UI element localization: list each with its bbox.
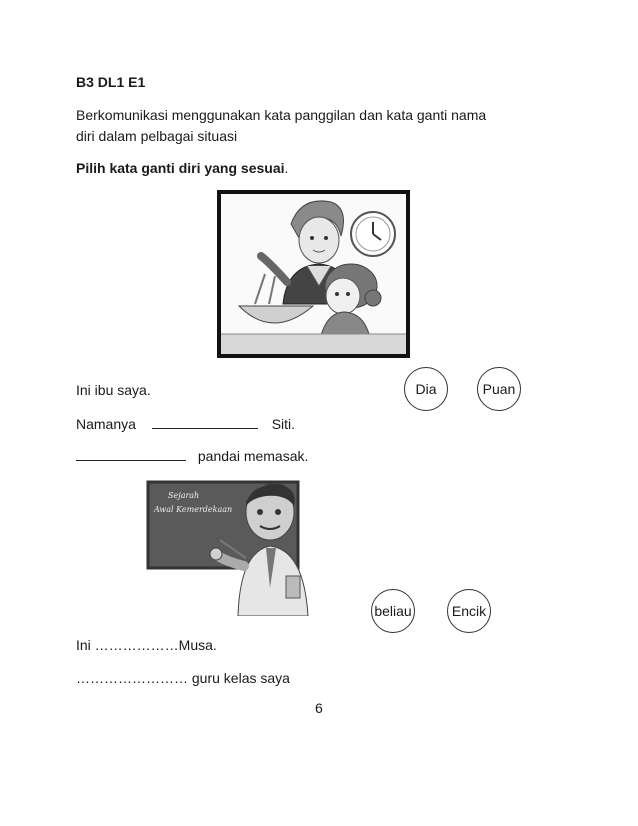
instruction-text: Pilih kata ganti diri yang sesuai bbox=[76, 160, 285, 176]
answer-blank-1[interactable] bbox=[152, 428, 258, 429]
choice-dia[interactable]: Dia bbox=[404, 367, 448, 411]
siti-text: Siti. bbox=[271, 416, 296, 432]
choice-puan[interactable]: Puan bbox=[477, 367, 521, 411]
namanya-text: Namanya bbox=[76, 416, 136, 432]
objective-line-1: Berkomunikasi menggunakan kata panggilan dan kata ganti nama bbox=[76, 107, 487, 123]
mother-daughter-cooking-image bbox=[221, 194, 406, 354]
pandai-memasak-text: pandai memasak. bbox=[197, 448, 309, 464]
sentence-ibu-saya: Ini ibu saya. bbox=[76, 382, 151, 398]
cooking-illustration bbox=[217, 190, 410, 358]
board-text-1: Sejarah bbox=[168, 491, 200, 500]
choice-encik[interactable]: Encik bbox=[447, 589, 491, 633]
instruction bbox=[76, 160, 288, 176]
objective-line-2: diri dalam pelbagai situasi bbox=[76, 128, 238, 144]
answer-blank-2[interactable] bbox=[76, 460, 186, 461]
choice-beliau[interactable]: beliau bbox=[371, 589, 415, 633]
instruction-period: . bbox=[284, 160, 289, 176]
sentence-guru-kelas[interactable]: …………………… guru kelas saya bbox=[76, 670, 290, 686]
teacher-illustration bbox=[146, 476, 316, 616]
sentence-namanya bbox=[76, 416, 295, 432]
board-text-2: Awal Kemerdekaan bbox=[154, 505, 233, 514]
sentence-pandai-memasak bbox=[76, 448, 308, 464]
sentence-ini-musa[interactable]: Ini ………………Musa. bbox=[76, 637, 217, 653]
exercise-code: B3 DL1 E1 bbox=[76, 74, 146, 90]
page-number: 6 bbox=[315, 700, 323, 716]
